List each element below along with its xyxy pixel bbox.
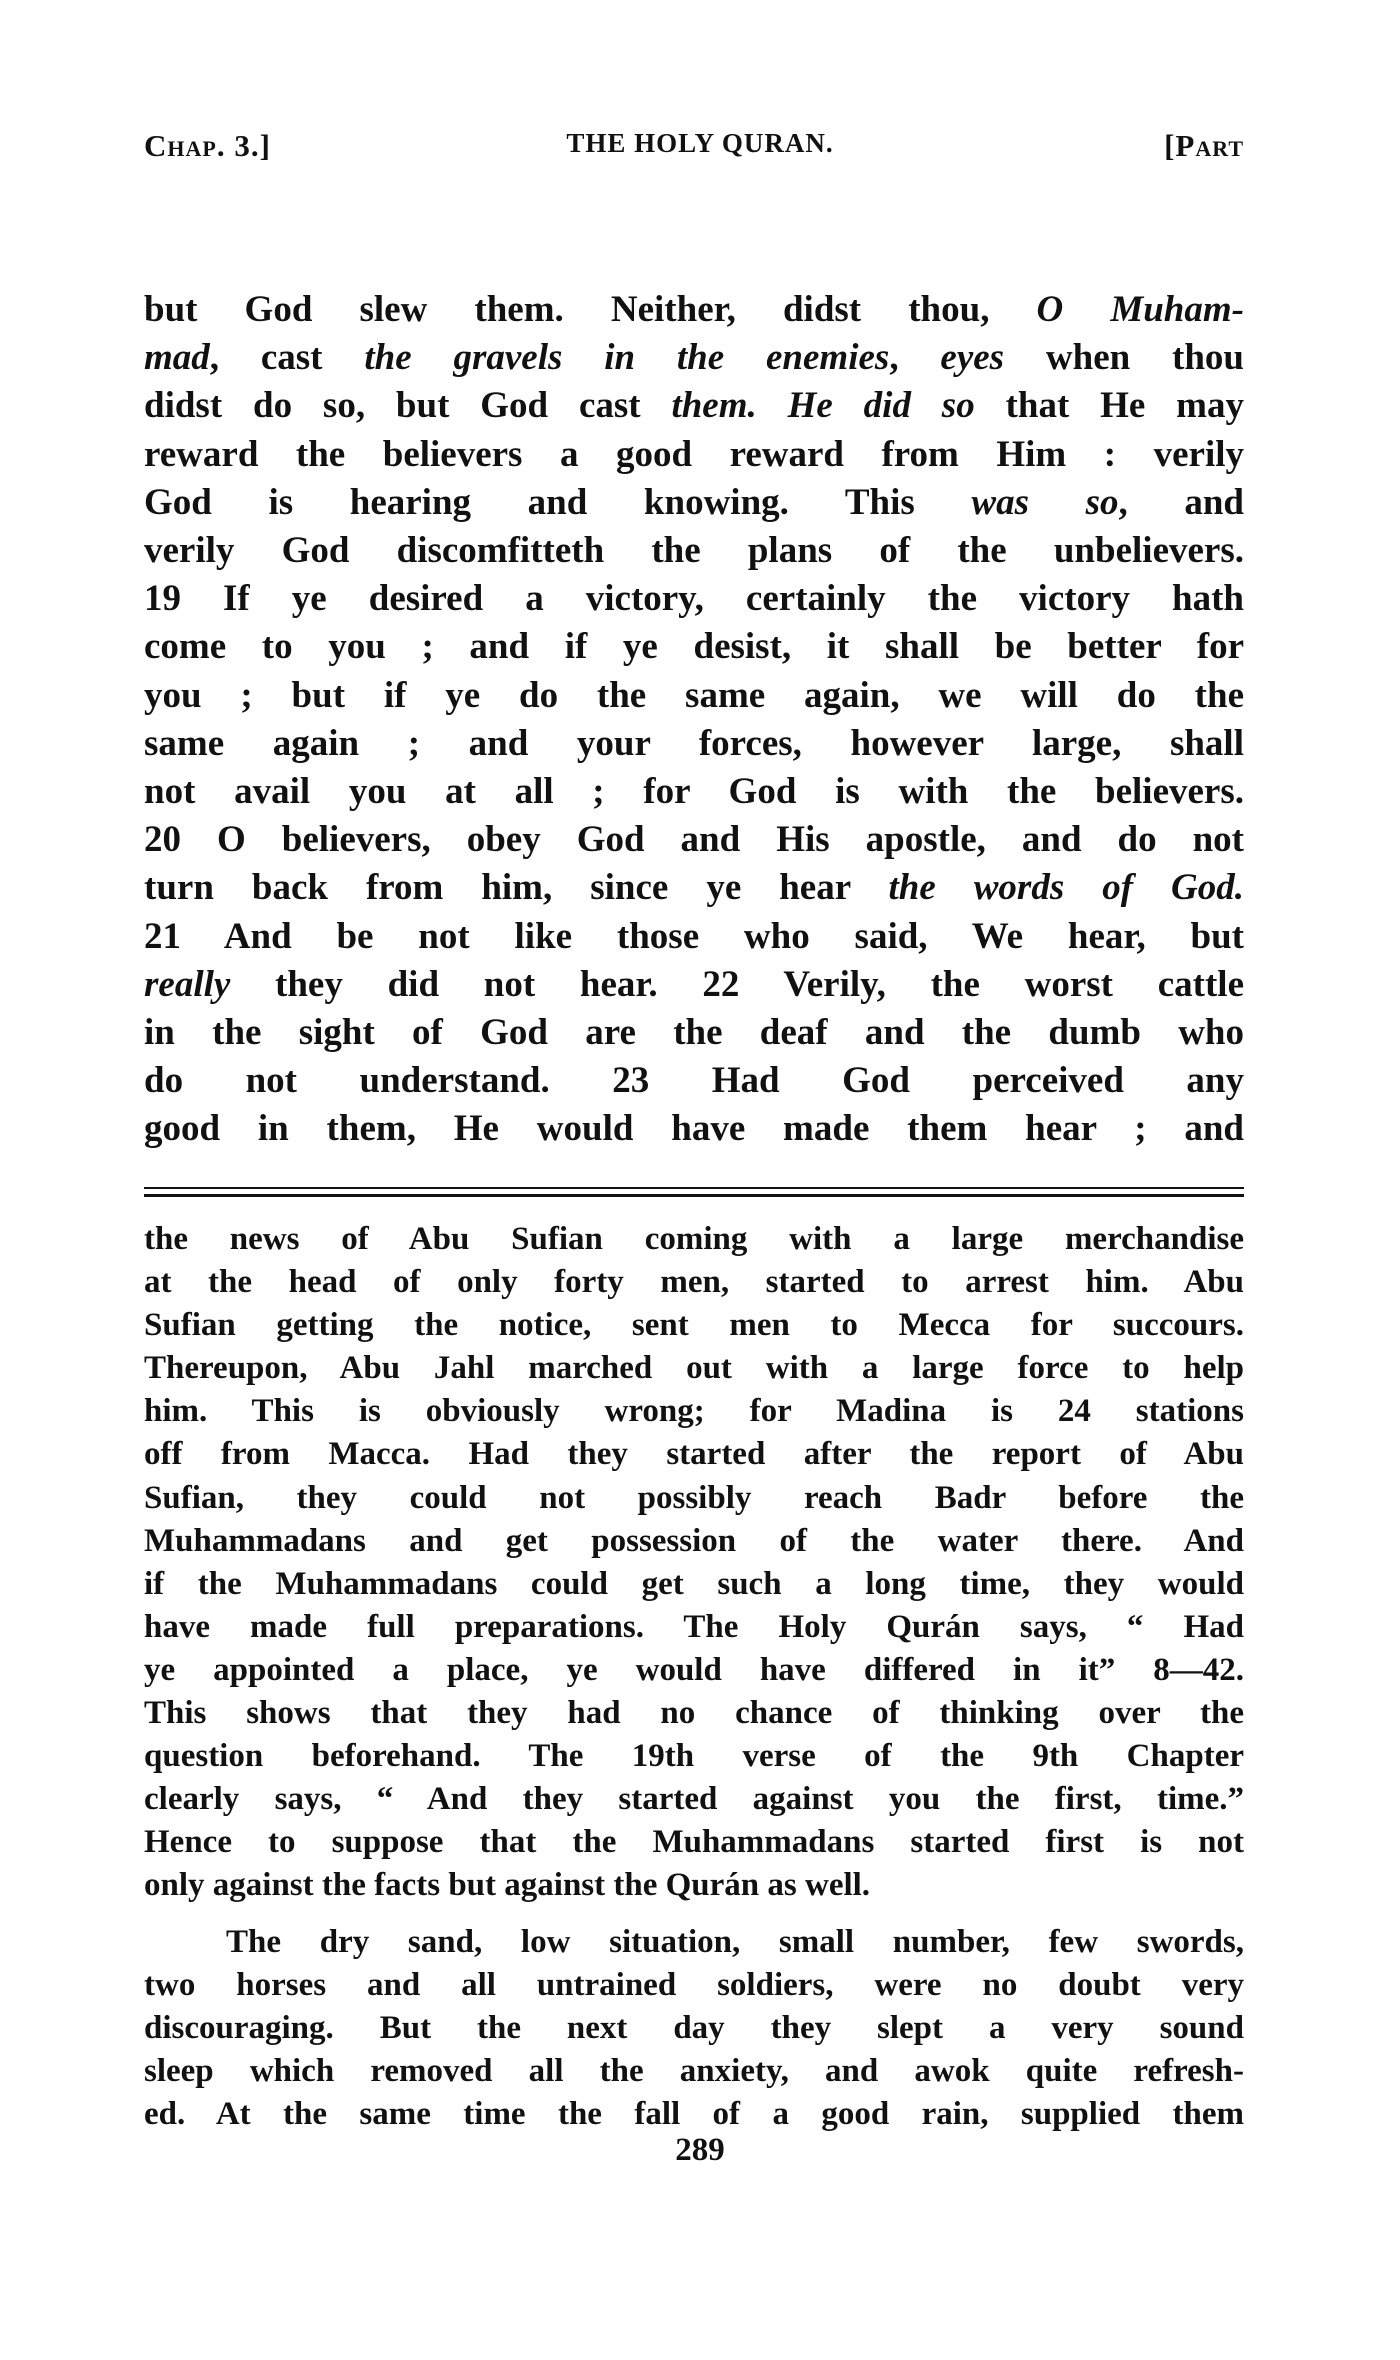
text-segment: good in them, He would have made them hear ; and [144, 1108, 1244, 1150]
footnote-text [144, 1218, 1244, 1908]
text-line [144, 913, 1244, 961]
text-segment: do not understand. 23 Had God perceived any [144, 1060, 1244, 1102]
text-line: ed. At the same time the fall of a good rain, supplied them [144, 2096, 1244, 2132]
text-line [144, 1057, 1244, 1105]
footnote-rule-top [144, 1187, 1244, 1189]
text-line [144, 816, 1244, 864]
text-line: Thereupon, Abu Jahl marched out with a large force to help [144, 1350, 1244, 1387]
text-line [144, 672, 1244, 720]
text-line: at the head of only forty men, started to arrest him. Abu [144, 1264, 1244, 1301]
text-line: off from Macca. Had they started after the report of Abu [144, 1436, 1244, 1473]
text-segment: you ; but if ye do the same again, we will do the [144, 674, 1244, 716]
main-text [144, 286, 1244, 1154]
italic-segment: really [144, 963, 231, 1005]
italic-segment: the words of God. [888, 867, 1244, 909]
italic-segment: the gravels in the enemies [364, 337, 890, 379]
text-line: The dry sand, low situation, small number, few swords, [226, 1924, 1244, 1960]
text-segment: 20 O believers, obey God and His apostle, and do not [144, 819, 1244, 861]
italic-segment: O Muham- [1036, 289, 1244, 330]
text-line: Muhammadans and get possession of the water there. And [144, 1522, 1244, 1559]
running-header-part: [Part [1164, 128, 1244, 163]
text-line [144, 961, 1244, 1009]
text-segment: , cast [209, 337, 365, 379]
italic-segment: them. He did so [671, 385, 975, 427]
text-segment: turn back from him, since ye hear [144, 867, 889, 909]
text-line: Sufian getting the notice, sent men to Mecca for succours. [144, 1307, 1244, 1344]
text-segment: God is hearing and knowing. This [144, 481, 972, 523]
text-line: ye appointed a place, ye would have differed in it” 8—42. [144, 1651, 1244, 1688]
italic-segment: mad [144, 337, 210, 379]
italic-segment: eyes [940, 337, 1005, 379]
text-line [144, 768, 1244, 816]
text-segment: 21 And be not like those who said, We hear, but [144, 915, 1244, 957]
text-line [144, 864, 1244, 912]
text-segment: that He may [974, 385, 1244, 427]
text-segment: in the sight of God are the deaf and the dumb who [144, 1012, 1244, 1054]
text-line [144, 527, 1244, 575]
text-segment: come to you ; and if ye desist, it shall be better for [144, 626, 1244, 668]
text-segment: 19 If ye desired a victory, certainly the victory hath [144, 578, 1244, 620]
text-segment: didst do so, but God cast [144, 385, 672, 427]
running-header-title: THE HOLY QURAN. [566, 128, 834, 158]
text-line: if the Muhammadans could get such a long time, they would [144, 1565, 1244, 1602]
text-line [144, 623, 1244, 671]
text-line: have made full preparations. The Holy Qurán says, “ Had [144, 1608, 1244, 1645]
text-line [144, 431, 1244, 479]
text-segment: , [889, 337, 941, 379]
text-segment: , and [1118, 481, 1244, 523]
text-line: only against the facts but against the Qurán as well. [144, 1867, 871, 1904]
text-line: question beforehand. The 19th verse of the 9th Chapter [144, 1738, 1244, 1775]
text-line: two horses and all untrained soldiers, were no doubt very [144, 1967, 1244, 2003]
text-line [144, 1009, 1244, 1057]
text-line [144, 286, 1244, 334]
text-line: Hence to suppose that the Muhammadans started first is not [144, 1824, 1244, 1861]
text-segment: same again ; and your forces, however large, shall [144, 722, 1244, 764]
text-line [144, 575, 1244, 623]
text-line: This shows that they had no chance of thinking over the [144, 1695, 1244, 1732]
footnote-rule-bottom [144, 1194, 1244, 1197]
text-line [144, 479, 1244, 527]
italic-segment: was so [971, 481, 1119, 523]
text-segment: but God slew them. Neither, didst thou, [144, 289, 1037, 330]
text-line: the news of Abu Sufian coming with a large merchandise [144, 1221, 1244, 1257]
text-segment: verily God discomfitteth the plans of the unbelievers. [144, 530, 1244, 572]
text-line: discouraging. But the next day they slept a very sound [144, 2010, 1244, 2046]
text-line: Sufian, they could not possibly reach Badr before the [144, 1479, 1244, 1516]
text-segment: reward the believers a good reward from Him : verily [144, 433, 1244, 475]
text-line [144, 720, 1244, 768]
running-header-chapter: Chap. 3.] [144, 128, 271, 163]
commentary-paragraph [144, 1921, 1244, 2136]
text-line: sleep which removed all the anxiety, and awok quite refresh- [144, 2053, 1244, 2089]
text-line [144, 334, 1244, 382]
text-segment: they did not hear. 22 Verily, the worst cattle [230, 963, 1244, 1005]
text-line: clearly says, “ And they started against you the first, time.” [144, 1781, 1244, 1818]
text-segment: not avail you at all ; for God is with the believers. [144, 771, 1244, 813]
text-line [144, 382, 1244, 430]
text-line: him. This is obviously wrong; for Madina is 24 stations [144, 1393, 1244, 1430]
page-number: 289 [675, 2132, 725, 2168]
text-line [144, 1105, 1244, 1153]
text-segment: when thou [1004, 337, 1244, 379]
